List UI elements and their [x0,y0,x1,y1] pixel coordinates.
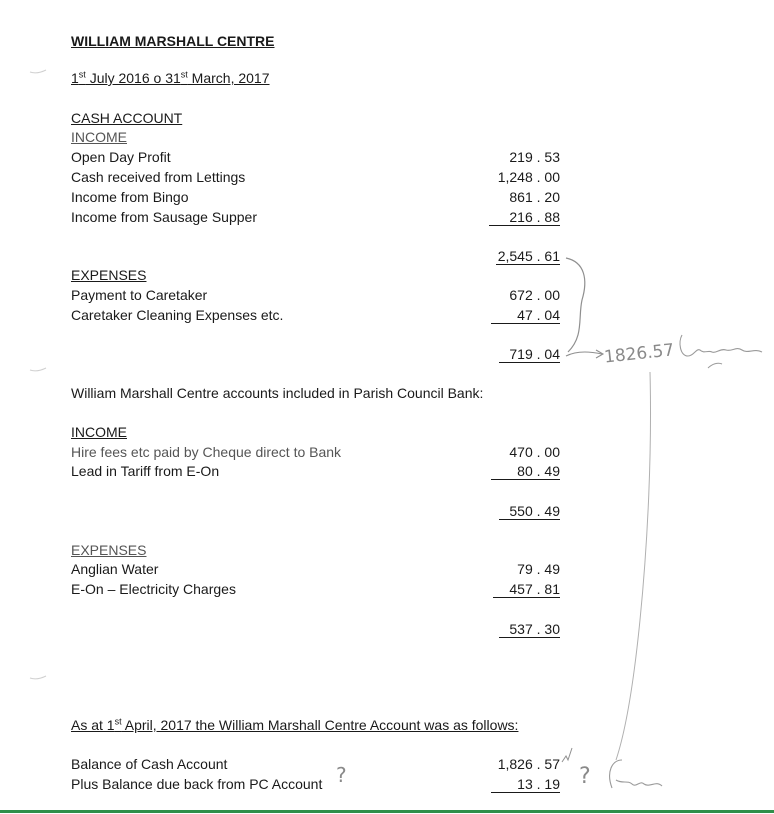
handwritten-total-note: 1826.57 [603,340,676,368]
handwritten-question-mark: ? [579,764,591,789]
parish-expense-label: E-On – Electricity Charges [71,581,236,597]
cash-account-heading: CASH ACCOUNT [71,110,183,126]
balance-label: Plus Balance due back from PC Account [71,776,323,792]
bottom-edge-rule [0,810,774,813]
balance-amount: 13 . 19 [440,775,560,793]
cash-expense-amount: 672 . 00 [509,287,560,303]
cash-expenses-total: 719 . 04 [440,345,560,363]
handwritten-question-mark: ? [336,763,347,787]
parish-income-label: Lead in Tariff from E-On [71,463,220,479]
cash-income-label: Income from Bingo [71,189,189,205]
cash-income-amount: 861 . 20 [509,189,560,205]
parish-income-heading: INCOME [71,424,127,440]
parish-expenses-total: 537 . 30 [440,620,560,638]
cash-expense-amount: 47 . 04 [440,306,560,324]
cash-income-label: Cash received from Lettings [71,169,246,185]
cash-expenses-heading: EXPENSES [71,267,147,283]
balance-heading: As at 1st April, 2017 the William Marshall Centre Account was as follows: [71,716,519,733]
cash-income-total: 2,545 . 61 [497,248,560,264]
cash-income-amount: 216 . 88 [440,208,560,226]
cash-income-amount: 1,248 . 00 [497,169,560,185]
parish-income-amount: 470 . 00 [509,444,560,460]
document-title: WILLIAM MARSHALL CENTRE [71,33,275,49]
parish-section-heading: William Marshall Centre accounts included in Parish Council Bank: [71,385,484,401]
parish-income-total: 550 . 49 [440,502,560,520]
cash-income-label: Open Day Profit [71,149,171,165]
parish-income-amount: 80 . 49 [440,462,560,480]
balance-amount: 1,826 . 57 [497,756,560,772]
cash-expense-label: Payment to Caretaker [71,287,208,303]
parish-expense-amount: 457 . 81 [440,580,560,598]
cash-income-amount: 219 . 53 [509,149,560,165]
period-line: 1st July 2016 o 31st March, 2017 [71,69,270,86]
parish-income-label: Hire fees etc paid by Cheque direct to Bank [71,444,342,460]
balance-label: Balance of Cash Account [71,756,228,772]
parish-expenses-heading: EXPENSES [71,542,147,558]
parish-expense-label: Anglian Water [71,561,159,577]
cash-income-heading: INCOME [71,129,127,145]
cash-expense-label: Caretaker Cleaning Expenses etc. [71,307,284,323]
parish-expense-amount: 79 . 49 [517,561,560,577]
cash-income-label: Income from Sausage Supper [71,209,257,225]
